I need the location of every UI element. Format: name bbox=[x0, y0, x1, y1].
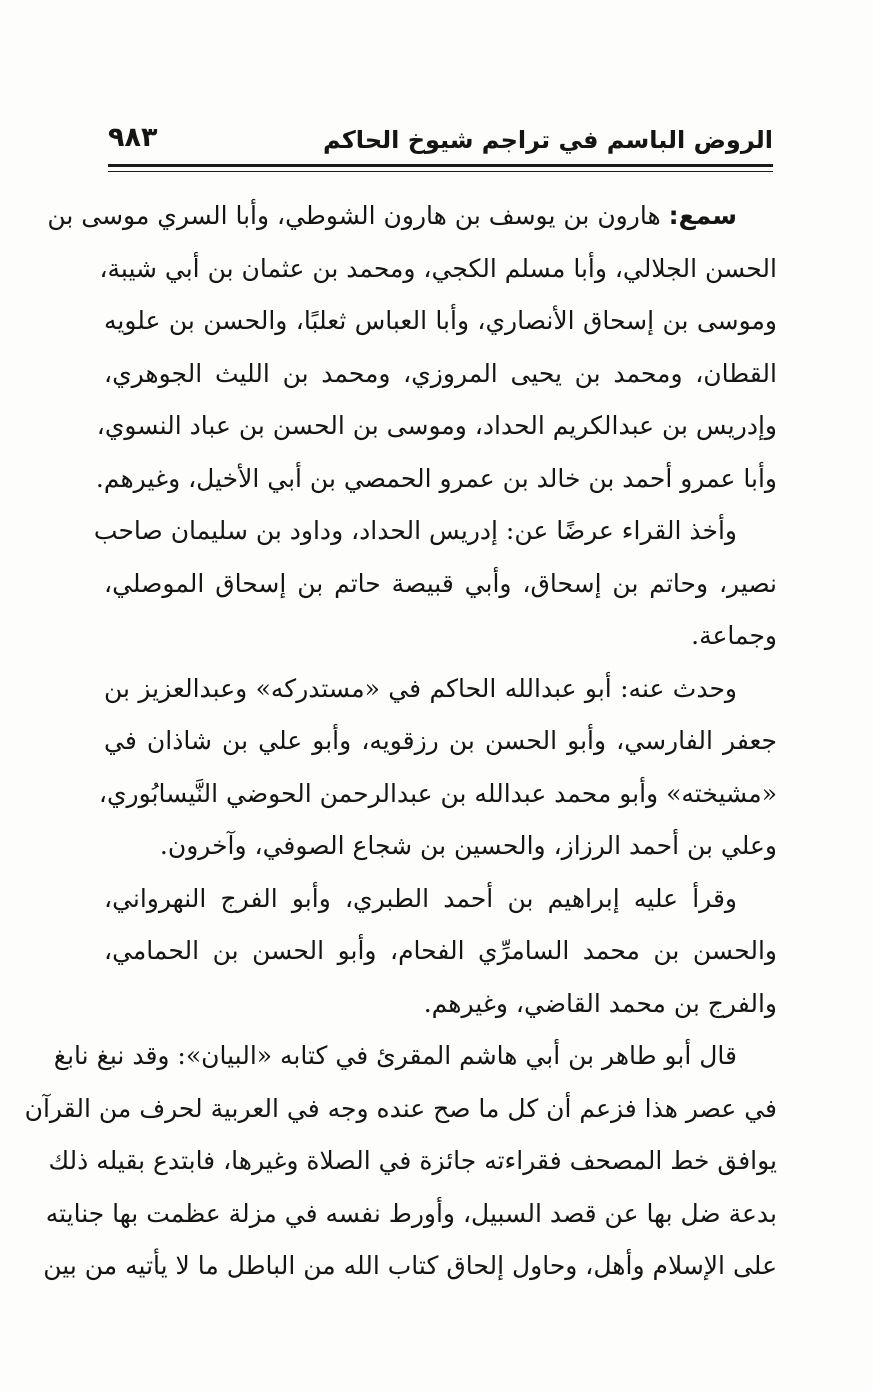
text-line bbox=[96, 400, 777, 453]
text-line-content: يوافق خط المصحف فقراءته جائزة في الصلاة وغيرها، فابتدع بقيله ذلك bbox=[48, 1146, 777, 1175]
text-line-content: قال أبو طاهر بن أبي هاشم المقرئ في كتابه «البيان»: وقد نبغ نابغ bbox=[53, 1041, 737, 1070]
paragraph-reading-taken bbox=[93, 505, 777, 663]
text-line-content: والحسن بن محمد السامرِّي الفحام، وأبو الحسن بن الحمامي، bbox=[104, 936, 777, 965]
text-line-content: وجماعة. bbox=[691, 621, 777, 650]
text-line-content: في عصر هذا فزعم أن كل ما صح عنده وجه في العربية لحرف من القرآن bbox=[24, 1093, 777, 1123]
text-line-content: سمع: هارون بن يوسف بن هارون الشوطي، وأبا السري موسى بن bbox=[47, 201, 737, 230]
body-text bbox=[24, 190, 777, 1293]
text-line bbox=[104, 348, 777, 401]
text-line bbox=[104, 820, 777, 873]
text-line bbox=[93, 505, 777, 558]
text-line-content: وإدريس بن عبدالكريم الحداد، وموسى بن الحسن بن عباد النسوي، bbox=[96, 411, 777, 440]
text-line bbox=[98, 768, 777, 821]
paragraph-heard-from bbox=[47, 190, 777, 505]
text-line-content: والفرج بن محمد القاضي، وغيرهم. bbox=[423, 988, 777, 1018]
text-line-content: جعفر الفارسي، وأبو الحسن بن رزقويه، وأبو علي بن شاذان في bbox=[104, 726, 777, 755]
text-line bbox=[104, 610, 777, 663]
page-header bbox=[108, 118, 773, 162]
text-line-content: «مشيخته» وأبو محمد عبدالله بن عبدالرحمن الحوضي النَّيسابُوري، bbox=[98, 778, 777, 808]
text-line bbox=[47, 190, 777, 243]
running-title: الروض الباسم في تراجم شيوخ الحاكم bbox=[323, 126, 773, 154]
text-line-content: وعلي بن أحمد الرزاز، والحسين بن شجاع الصوفي، وآخرون. bbox=[159, 831, 777, 860]
text-line bbox=[48, 1135, 777, 1188]
page-number: ٩٨٣ bbox=[108, 122, 158, 153]
text-line bbox=[104, 295, 777, 348]
text-line-content: على الإسلام وأهل، وحاول إلحاق كتاب الله من الباطل ما لا يأتيه من بين bbox=[43, 1251, 777, 1280]
text-line-content: وقرأ عليه إبراهيم بن أحمد الطبري، وأبو الفرج النهرواني، bbox=[104, 883, 737, 913]
text-line-content: الحسن الجلالي، وأبا مسلم الكجي، ومحمد بن عثمان بن أبي شيبة، bbox=[99, 253, 777, 283]
text-line-content: القطان، ومحمد بن يحيى المروزي، ومحمد بن الليث الجوهري، bbox=[104, 358, 777, 388]
paragraph-narrated-from-him bbox=[98, 663, 777, 873]
text-line bbox=[95, 453, 777, 506]
text-line bbox=[104, 715, 777, 768]
text-line-content: وموسى بن إسحاق الأنصاري، وأبا العباس ثعلبًا، والحسن بن علويه bbox=[104, 306, 777, 335]
text-line bbox=[104, 978, 777, 1031]
header-rule-thick bbox=[108, 164, 773, 167]
text-line bbox=[24, 1083, 777, 1136]
paragraph-abu-tahir-quote bbox=[24, 1030, 777, 1293]
paragraph-read-with-him bbox=[104, 873, 777, 1031]
text-line bbox=[53, 1030, 777, 1083]
text-line bbox=[43, 1240, 777, 1293]
text-line-content: نصير، وحاتم بن إسحاق، وأبي قبيصة حاتم بن إسحاق الموصلي، bbox=[104, 568, 777, 598]
text-line-content: وأخذ القراء عرضًا عن: إدريس الحداد، وداود بن سليمان صاحب bbox=[93, 516, 737, 545]
text-line-content: بدعة ضل بها عن قصد السبيل، وأورط نفسه في مزلة عظمت بها جنايته bbox=[45, 1198, 777, 1228]
text-line bbox=[104, 873, 777, 926]
text-line bbox=[99, 243, 777, 296]
text-line bbox=[104, 663, 777, 716]
text-line bbox=[45, 1188, 777, 1241]
paragraph-lead-word: سمع: bbox=[668, 201, 737, 230]
text-line bbox=[104, 558, 777, 611]
text-line bbox=[104, 925, 777, 978]
header-rule-thin bbox=[108, 171, 773, 172]
text-line-content: وحدث عنه: أبو عبدالله الحاكم في «مستدركه» وعبدالعزيز بن bbox=[104, 673, 737, 703]
text-line-content: وأبا عمرو أحمد بن خالد بن عمرو الحمصي بن أبي الأخيل، وغيرهم. bbox=[95, 463, 777, 493]
